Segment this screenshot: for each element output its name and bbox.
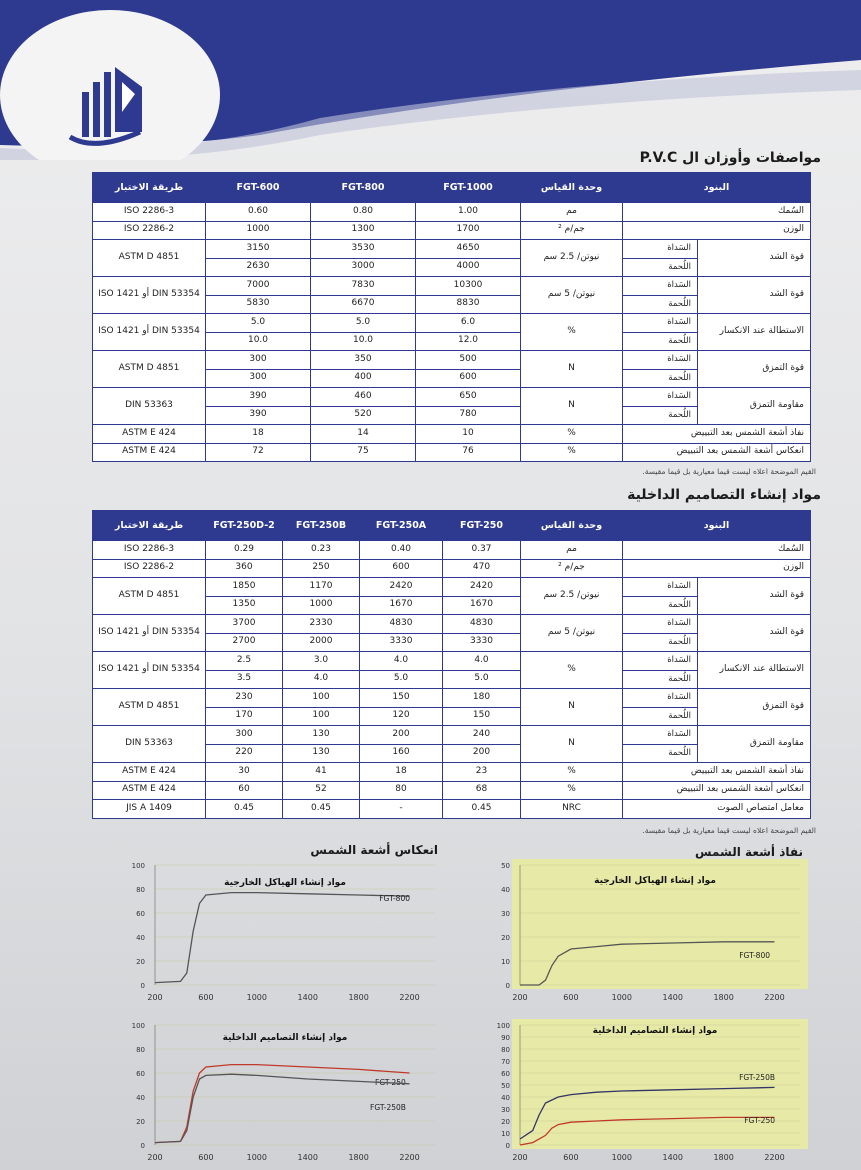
x-tick-label: 200	[512, 993, 528, 1002]
test-method: ASTM E 424	[93, 443, 206, 462]
x-tick-label: 1000	[611, 1153, 632, 1162]
table-header-row	[93, 511, 811, 541]
series-label: FGT-250B	[370, 1103, 406, 1112]
x-tick-label: 600	[198, 993, 214, 1002]
value-cell: 300	[206, 369, 311, 388]
unit-cell: %	[521, 652, 623, 689]
value-cell: 6670	[311, 295, 416, 314]
y-tick-label: 0	[505, 1142, 510, 1150]
test-method: ISO 2286-3	[93, 541, 206, 560]
table-row	[93, 781, 811, 800]
unit-cell: N	[521, 388, 623, 425]
weft-label: اللُحمة	[623, 406, 698, 425]
value-cell: 3.0	[283, 652, 360, 671]
value-cell: 300	[206, 726, 283, 745]
y-tick-label: 20	[136, 1118, 145, 1126]
test-method: JIS A 1409	[93, 800, 206, 819]
y-tick-label: 40	[501, 886, 510, 894]
table-row	[93, 277, 811, 296]
chart-title: مواد إنشاء الهياكل الخارجية	[224, 878, 346, 888]
item-cell: مقاومة التمزق	[698, 726, 811, 763]
x-tick-label: 1800	[713, 993, 734, 1002]
value-cell: 160	[360, 744, 443, 763]
value-cell: 0.45	[206, 800, 283, 819]
warp-label: السَداة	[623, 578, 698, 597]
test-method: ASTM D 4851	[93, 351, 206, 388]
test-method: ISO 1421 أو DIN 53354	[93, 277, 206, 314]
item-cell: الاستطالة عند الانكسار	[698, 652, 811, 689]
value-cell: 600	[360, 559, 443, 578]
item-cell: قوة التمزق	[698, 689, 811, 726]
value-cell: 2420	[360, 578, 443, 597]
unit-cell: N	[521, 726, 623, 763]
weft-label: اللُحمة	[623, 670, 698, 689]
weft-label: اللُحمة	[623, 744, 698, 763]
value-cell: 3.5	[206, 670, 283, 689]
value-cell: 240	[443, 726, 521, 745]
item-cell: انعكاس أشعة الشمس بعد التبييض	[623, 781, 811, 800]
x-tick-label: 1400	[297, 993, 318, 1002]
warp-label: السَداة	[623, 388, 698, 407]
test-method: ASTM D 4851	[93, 240, 206, 277]
item-cell: قوة الشد	[698, 615, 811, 652]
value-cell: 6.0	[416, 314, 521, 333]
x-tick-label: 1800	[348, 1153, 369, 1162]
weft-label: اللُحمة	[623, 295, 698, 314]
table-row	[93, 351, 811, 370]
y-tick-label: 50	[501, 1082, 510, 1090]
value-cell: 8830	[416, 295, 521, 314]
item-cell: قوة الشد	[698, 578, 811, 615]
value-cell: 1170	[283, 578, 360, 597]
test-method: ISO 2286-2	[93, 559, 206, 578]
col-header: FGT-800	[311, 173, 416, 203]
logo-icon	[60, 52, 150, 157]
table-row	[93, 203, 811, 222]
value-cell: 0.37	[443, 541, 521, 560]
y-tick-label: 80	[136, 886, 145, 894]
unit-cell: مم	[521, 541, 623, 560]
item-cell: انعكاس أشعة الشمس بعد التبييض	[623, 443, 811, 462]
x-tick-label: 600	[563, 993, 579, 1002]
test-method: ASTM D 4851	[93, 689, 206, 726]
value-cell: 300	[206, 351, 311, 370]
value-cell: 3000	[311, 258, 416, 277]
value-cell: 170	[206, 707, 283, 726]
y-tick-label: 20	[501, 1118, 510, 1126]
table-row	[93, 541, 811, 560]
value-cell: 60	[206, 781, 283, 800]
value-cell: 3330	[443, 633, 521, 652]
y-tick-label: 40	[136, 1094, 145, 1102]
table-row	[93, 443, 811, 462]
warp-label: السَداة	[623, 726, 698, 745]
item-cell: قوة الشد	[698, 277, 811, 314]
y-tick-label: 0	[505, 982, 510, 990]
value-cell: 3330	[360, 633, 443, 652]
x-tick-label: 1400	[662, 993, 683, 1002]
x-tick-label: 2200	[399, 1153, 420, 1162]
y-tick-label: 30	[501, 1106, 510, 1114]
unit-cell: مم	[521, 203, 623, 222]
y-tick-label: 10	[501, 1130, 510, 1138]
value-cell: 23	[443, 763, 521, 782]
item-cell: مقاومة التمزق	[698, 388, 811, 425]
y-tick-label: 70	[501, 1058, 510, 1066]
unit-cell: %	[521, 443, 623, 462]
warp-label: السَداة	[623, 314, 698, 333]
value-cell: 30	[206, 763, 283, 782]
pvc-note: القيم الموضحة اعلاه ليست قيما معيارية بل قيما مقيسة.	[642, 467, 816, 476]
test-method: ASTM D 4851	[93, 578, 206, 615]
test-method: ISO 1421 أو DIN 53354	[93, 615, 206, 652]
series-label: FGT-800	[379, 894, 410, 903]
value-cell: 100	[283, 707, 360, 726]
y-tick-label: 80	[136, 1046, 145, 1054]
value-cell: 0.23	[283, 541, 360, 560]
value-cell: 0.45	[443, 800, 521, 819]
unit-cell: نيوتن/ 5 سم	[521, 277, 623, 314]
weft-label: اللُحمة	[623, 332, 698, 351]
value-cell: -	[360, 800, 443, 819]
reflect-exterior-chart	[125, 855, 445, 1010]
unit-cell: %	[521, 314, 623, 351]
value-cell: 460	[311, 388, 416, 407]
value-cell: 180	[443, 689, 521, 708]
y-tick-label: 20	[501, 934, 510, 942]
y-tick-label: 80	[501, 1046, 510, 1054]
table-row	[93, 314, 811, 333]
value-cell: 4830	[360, 615, 443, 634]
value-cell: 4000	[416, 258, 521, 277]
series-line	[155, 893, 410, 983]
value-cell: 3530	[311, 240, 416, 259]
value-cell: 18	[360, 763, 443, 782]
value-cell: 130	[283, 744, 360, 763]
y-tick-label: 40	[136, 934, 145, 942]
y-tick-label: 30	[501, 910, 510, 918]
chart-title: مواد إنشاء الهياكل الخارجية	[594, 876, 716, 886]
value-cell: 14	[311, 425, 416, 444]
value-cell: 0.29	[206, 541, 283, 560]
value-cell: 52	[283, 781, 360, 800]
test-method: ISO 2286-2	[93, 221, 206, 240]
unit-cell: N	[521, 351, 623, 388]
value-cell: 500	[416, 351, 521, 370]
x-tick-label: 1800	[713, 1153, 734, 1162]
table-row	[93, 240, 811, 259]
x-tick-label: 200	[147, 993, 163, 1002]
value-cell: 780	[416, 406, 521, 425]
y-tick-label: 90	[501, 1034, 510, 1042]
x-tick-label: 2200	[764, 1153, 785, 1162]
value-cell: 390	[206, 388, 311, 407]
value-cell: 7000	[206, 277, 311, 296]
series-label: FGT-800	[739, 951, 770, 960]
value-cell: 650	[416, 388, 521, 407]
unit-cell: NRC	[521, 800, 623, 819]
item-cell: الاستطالة عند الانكسار	[698, 314, 811, 351]
warp-label: السَداة	[623, 652, 698, 671]
table-row	[93, 221, 811, 240]
value-cell: 10300	[416, 277, 521, 296]
test-method: ISO 1421 أو DIN 53354	[93, 314, 206, 351]
interior-note: القيم الموضحة اعلاه ليست قيما معيارية بل قيما مقيسة.	[642, 826, 816, 835]
pvc-title: مواصفات وأوزان ال P.V.C	[639, 150, 821, 166]
value-cell: 1350	[206, 596, 283, 615]
value-cell: 41	[283, 763, 360, 782]
x-tick-label: 1400	[297, 1153, 318, 1162]
table-row	[93, 578, 811, 597]
item-cell: معامل امتصاص الصوت	[623, 800, 811, 819]
item-cell: الوزن	[623, 559, 811, 578]
value-cell: 400	[311, 369, 416, 388]
y-tick-label: 20	[136, 958, 145, 966]
col-header: وحدة القياس	[521, 173, 623, 203]
test-method: ASTM E 424	[93, 425, 206, 444]
col-header: FGT-250A	[360, 511, 443, 541]
value-cell: 1300	[311, 221, 416, 240]
item-cell: السُمك	[623, 541, 811, 560]
unit-cell: جم/م ²	[521, 221, 623, 240]
test-method: ISO 1421 أو DIN 53354	[93, 652, 206, 689]
value-cell: 350	[311, 351, 416, 370]
value-cell: 75	[311, 443, 416, 462]
table-row	[93, 615, 811, 634]
series-label: FGT-250B	[739, 1073, 775, 1082]
item-cell: السُمك	[623, 203, 811, 222]
value-cell: 1000	[206, 221, 311, 240]
value-cell: 5.0	[443, 670, 521, 689]
unit-cell: جم/م ²	[521, 559, 623, 578]
value-cell: 5830	[206, 295, 311, 314]
y-tick-label: 60	[136, 1070, 145, 1078]
value-cell: 0.80	[311, 203, 416, 222]
x-tick-label: 600	[198, 1153, 214, 1162]
reflect-section-title: انعكاس أشعة الشمس	[310, 843, 438, 857]
value-cell: 0.60	[206, 203, 311, 222]
value-cell: 5.0	[360, 670, 443, 689]
value-cell: 4.0	[443, 652, 521, 671]
y-tick-label: 10	[501, 958, 510, 966]
y-tick-label: 100	[496, 1022, 510, 1030]
value-cell: 470	[443, 559, 521, 578]
series-label: FGT-250	[744, 1116, 775, 1125]
weft-label: اللُحمة	[623, 258, 698, 277]
value-cell: 600	[416, 369, 521, 388]
value-cell: 390	[206, 406, 311, 425]
value-cell: 10.0	[206, 332, 311, 351]
test-method: ISO 2286-3	[93, 203, 206, 222]
col-header: FGT-600	[206, 173, 311, 203]
unit-cell: نيوتن/ 5 سم	[521, 615, 623, 652]
value-cell: 220	[206, 744, 283, 763]
table-row	[93, 652, 811, 671]
value-cell: 3150	[206, 240, 311, 259]
value-cell: 200	[360, 726, 443, 745]
weft-label: اللُحمة	[623, 596, 698, 615]
col-header: وحدة القياس	[521, 511, 623, 541]
y-tick-label: 100	[131, 1022, 145, 1030]
x-tick-label: 200	[147, 1153, 163, 1162]
col-header: البنود	[623, 511, 811, 541]
warp-label: السَداة	[623, 615, 698, 634]
value-cell: 72	[206, 443, 311, 462]
col-header: طريقة الاختبار	[93, 173, 206, 203]
value-cell: 2630	[206, 258, 311, 277]
x-tick-label: 600	[563, 1153, 579, 1162]
x-tick-label: 1800	[348, 993, 369, 1002]
value-cell: 10	[416, 425, 521, 444]
y-tick-label: 60	[136, 910, 145, 918]
unit-cell: N	[521, 689, 623, 726]
value-cell: 18	[206, 425, 311, 444]
value-cell: 230	[206, 689, 283, 708]
interior-spec-table	[92, 510, 811, 819]
value-cell: 1.00	[416, 203, 521, 222]
value-cell: 100	[283, 689, 360, 708]
value-cell: 80	[360, 781, 443, 800]
series-label: FGT-250	[375, 1078, 406, 1087]
col-header: FGT-250B	[283, 511, 360, 541]
weft-label: اللُحمة	[623, 369, 698, 388]
warp-label: السَداة	[623, 689, 698, 708]
test-method: ASTM E 424	[93, 781, 206, 800]
item-cell: الوزن	[623, 221, 811, 240]
value-cell: 150	[443, 707, 521, 726]
unit-cell: %	[521, 425, 623, 444]
chart-panel	[512, 1019, 808, 1149]
table-row	[93, 763, 811, 782]
item-cell: قوة الشد	[698, 240, 811, 277]
table-row	[93, 425, 811, 444]
value-cell: 2000	[283, 633, 360, 652]
x-tick-label: 1400	[662, 1153, 683, 1162]
item-cell: نفاذ أشعة الشمس بعد التبييض	[623, 425, 811, 444]
value-cell: 130	[283, 726, 360, 745]
value-cell: 76	[416, 443, 521, 462]
weft-label: اللُحمة	[623, 707, 698, 726]
y-tick-label: 0	[140, 1142, 145, 1150]
value-cell: 5.0	[206, 314, 311, 333]
y-tick-label: 50	[501, 862, 510, 870]
value-cell: 150	[360, 689, 443, 708]
value-cell: 10.0	[311, 332, 416, 351]
value-cell: 1670	[360, 596, 443, 615]
unit-cell: %	[521, 781, 623, 800]
value-cell: 250	[283, 559, 360, 578]
x-tick-label: 2200	[764, 993, 785, 1002]
value-cell: 2330	[283, 615, 360, 634]
item-cell: قوة التمزق	[698, 351, 811, 388]
x-tick-label: 1000	[246, 1153, 267, 1162]
col-header: FGT-250D-2	[206, 511, 283, 541]
x-tick-label: 1000	[246, 993, 267, 1002]
value-cell: 12.0	[416, 332, 521, 351]
x-tick-label: 1000	[611, 993, 632, 1002]
table-row	[93, 559, 811, 578]
y-tick-label: 40	[501, 1094, 510, 1102]
chart-title: مواد إنشاء التصاميم الداخلية	[592, 1026, 718, 1036]
x-tick-label: 2200	[399, 993, 420, 1002]
value-cell: 3700	[206, 615, 283, 634]
unit-cell: نيوتن/ 2.5 سم	[521, 578, 623, 615]
col-header: البنود	[623, 173, 811, 203]
value-cell: 4830	[443, 615, 521, 634]
value-cell: 0.45	[283, 800, 360, 819]
value-cell: 1850	[206, 578, 283, 597]
value-cell: 2.5	[206, 652, 283, 671]
warp-label: السَداة	[623, 277, 698, 296]
pvc-spec-table	[92, 172, 811, 462]
test-method: DIN 53363	[93, 726, 206, 763]
value-cell: 5.0	[311, 314, 416, 333]
table-row	[93, 800, 811, 819]
unit-cell: نيوتن/ 2.5 سم	[521, 240, 623, 277]
table-header-row	[93, 173, 811, 203]
value-cell: 68	[443, 781, 521, 800]
col-header: FGT-1000	[416, 173, 521, 203]
value-cell: 1000	[283, 596, 360, 615]
reflect-interior-chart	[125, 1015, 445, 1170]
value-cell: 2420	[443, 578, 521, 597]
unit-cell: %	[521, 763, 623, 782]
value-cell: 120	[360, 707, 443, 726]
table-row	[93, 689, 811, 708]
value-cell: 520	[311, 406, 416, 425]
item-cell: نفاذ أشعة الشمس بعد التبييض	[623, 763, 811, 782]
value-cell: 4650	[416, 240, 521, 259]
test-method: ASTM E 424	[93, 763, 206, 782]
x-tick-label: 200	[512, 1153, 528, 1162]
value-cell: 2700	[206, 633, 283, 652]
warp-label: السَداة	[623, 351, 698, 370]
value-cell: 0.40	[360, 541, 443, 560]
y-tick-label: 0	[140, 982, 145, 990]
value-cell: 1670	[443, 596, 521, 615]
y-tick-label: 100	[131, 862, 145, 870]
transmit-exterior-chart	[485, 855, 815, 1010]
col-header: FGT-250	[443, 511, 521, 541]
table-row	[93, 726, 811, 745]
value-cell: 7830	[311, 277, 416, 296]
value-cell: 4.0	[283, 670, 360, 689]
transmit-interior-chart	[485, 1015, 815, 1170]
test-method: DIN 53363	[93, 388, 206, 425]
value-cell: 4.0	[360, 652, 443, 671]
chart-title: مواد إنشاء التصاميم الداخلية	[222, 1033, 348, 1043]
interior-title: مواد إنشاء التصاميم الداخلية	[627, 487, 821, 503]
value-cell: 360	[206, 559, 283, 578]
transmit-section-title: نفاذ أشعة الشمس	[695, 845, 803, 859]
weft-label: اللُحمة	[623, 633, 698, 652]
value-cell: 1700	[416, 221, 521, 240]
y-tick-label: 60	[501, 1070, 510, 1078]
col-header: طريقة الاختبار	[93, 511, 206, 541]
table-row	[93, 388, 811, 407]
warp-label: السَداة	[623, 240, 698, 259]
value-cell: 200	[443, 744, 521, 763]
